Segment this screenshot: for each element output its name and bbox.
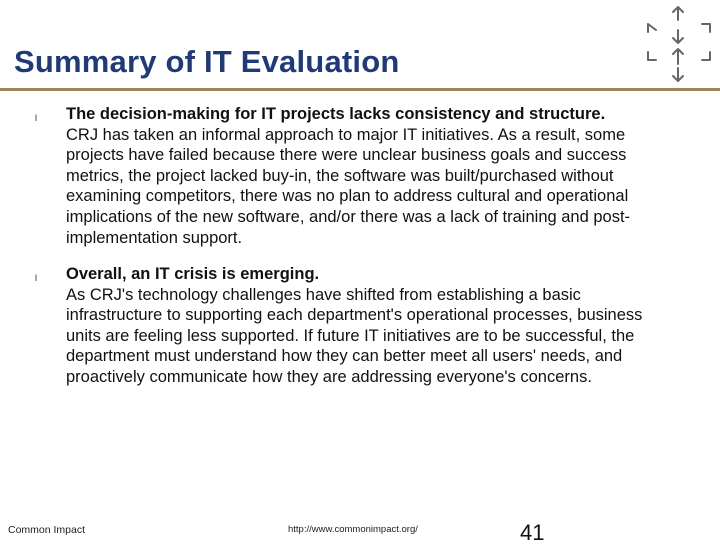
title-divider: [0, 88, 720, 91]
bullet-heading: Overall, an IT crisis is emerging.: [66, 265, 320, 283]
bullet-line: units are feeling less supported. If future IT initiatives are to be successful, the: [66, 326, 635, 345]
bullet-paragraph: [66, 104, 706, 248]
bullet-paragraph: [66, 264, 706, 388]
footer-url: http://www.commonimpact.org/: [288, 524, 418, 535]
bullet-heading: The decision-making for IT projects lacks consistency and structure.: [66, 105, 606, 123]
slide-title: Summary of IT Evaluation: [14, 44, 400, 79]
bullet-line: As CRJ's technology challenges have shifted from establishing a basic: [66, 285, 581, 304]
bullet-line: department must understand how they can better meet all users' needs, and: [66, 347, 623, 366]
bullet-line: implementation support.: [66, 228, 243, 247]
bullet-line: examining competitors, there was no plan to address cultural and operational: [66, 187, 629, 206]
bullet-line: infrastructure to supporting each department's operational processes, business: [66, 306, 643, 325]
bullet-line: projects have failed because there were unclear business goals and success: [66, 146, 627, 165]
bullet-marker: l: [35, 113, 37, 123]
arrows-logo-icon: [640, 2, 720, 82]
page-number: 41: [520, 520, 545, 545]
footer-organization: Common Impact: [8, 524, 86, 536]
bullet-line: implications of the new software, and/or there was a lack of training and post-: [66, 207, 631, 226]
bullet-line: CRJ has taken an informal approach to major IT initiatives. As a result, some: [66, 125, 626, 144]
bullet-line: proactively communicate how they are addressing everyone's concerns.: [66, 367, 592, 386]
bullet-line: metrics, the project lacked buy-in, the software was built/purchased without: [66, 166, 614, 185]
bullet-marker: l: [35, 273, 37, 283]
